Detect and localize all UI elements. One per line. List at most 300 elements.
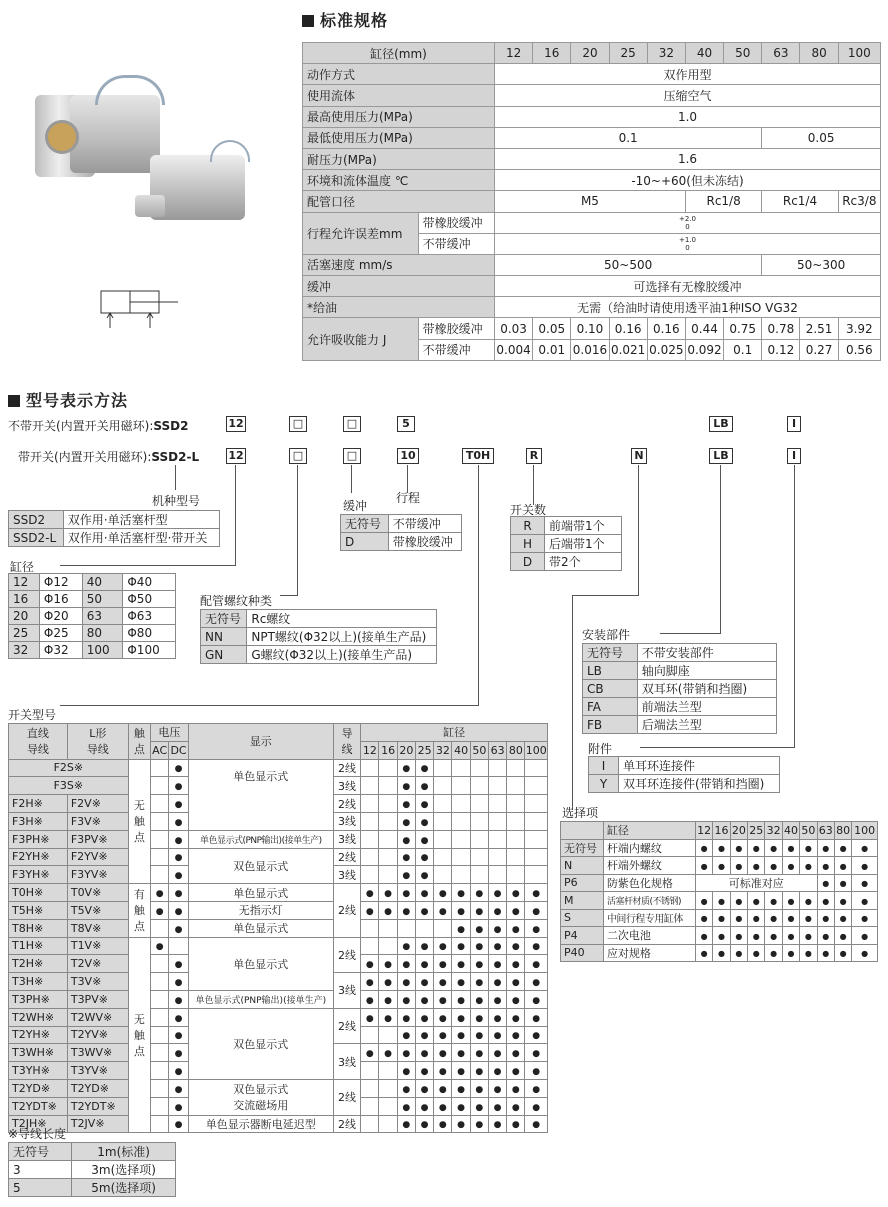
available-dot xyxy=(452,1044,470,1062)
available-dot xyxy=(852,927,878,945)
table-cell xyxy=(434,795,452,813)
available-dot xyxy=(169,866,188,884)
table-cell xyxy=(488,848,506,866)
table-cell xyxy=(379,1097,397,1115)
table-cell: DC xyxy=(169,741,188,759)
table-cell xyxy=(151,795,169,813)
table-cell: R xyxy=(511,517,545,535)
table-cell: 双色显示式 交流磁场用 xyxy=(188,1079,333,1115)
table-cell xyxy=(379,759,397,777)
spec-header-label: 缸径(mm) xyxy=(303,43,495,64)
available-dot xyxy=(470,1097,488,1115)
table-cell: 2线 xyxy=(333,795,360,813)
type-label: 机种型号 xyxy=(152,494,201,508)
available-dot xyxy=(525,1044,548,1062)
available-dot xyxy=(415,937,433,955)
table-cell: 双色显示式 xyxy=(188,848,333,884)
table-cell: 中间行程专用缸体 xyxy=(603,909,695,927)
table-cell xyxy=(452,812,470,830)
available-dot xyxy=(470,901,488,919)
table-cell: 0.004 xyxy=(494,339,532,360)
table-cell xyxy=(470,812,488,830)
available-dot xyxy=(507,973,525,991)
available-dot xyxy=(169,1044,188,1062)
spec-title: 标准规格 xyxy=(302,8,388,31)
table-cell: 32 xyxy=(434,741,452,759)
table-cell: F2H※ xyxy=(9,795,68,813)
table-cell: SSD2-L xyxy=(9,529,64,547)
table-cell: 63 xyxy=(488,741,506,759)
switch-row xyxy=(9,759,548,777)
available-dot xyxy=(507,1044,525,1062)
available-dot xyxy=(507,901,525,919)
table-cell xyxy=(379,1026,397,1044)
table-cell: SSD2 xyxy=(9,511,64,529)
available-dot xyxy=(765,944,782,962)
table-cell: 2线 xyxy=(333,1008,360,1044)
spec-row-fluid xyxy=(303,85,881,106)
available-dot xyxy=(415,955,433,973)
code-box-bore: 12 xyxy=(226,416,246,432)
table-cell: T2YDT※ xyxy=(9,1097,68,1115)
table-cell: 双作用·单活塞杆型·带开关 xyxy=(63,529,219,547)
table-cell: Φ50 xyxy=(123,591,176,608)
available-dot xyxy=(817,874,834,892)
available-dot xyxy=(488,1044,506,1062)
table-cell: T3WH※ xyxy=(9,1044,68,1062)
available-dot xyxy=(397,973,415,991)
table-cell: T1H※ xyxy=(9,937,68,955)
table-cell: 3线 xyxy=(333,812,360,830)
table-cell xyxy=(379,830,397,848)
table-cell: 50 xyxy=(800,822,817,840)
available-dot xyxy=(397,1062,415,1080)
table-cell: -10~+60(但未冻结) xyxy=(494,170,880,191)
spec-row-speed xyxy=(303,254,881,275)
available-dot xyxy=(415,866,433,884)
available-dot xyxy=(765,892,782,910)
table-cell: 单色显示式 xyxy=(188,759,333,830)
available-dot xyxy=(397,990,415,1008)
table-cell: 0.03 xyxy=(494,318,532,339)
table-cell: 无符号 xyxy=(583,644,638,662)
available-dot xyxy=(452,1062,470,1080)
table-cell: 0.44 xyxy=(685,318,723,339)
switch-row xyxy=(9,848,548,866)
model-title: 型号表示方法 xyxy=(8,388,128,411)
table-cell xyxy=(151,1062,169,1080)
table-cell: Y xyxy=(589,775,619,793)
available-dot xyxy=(852,857,878,875)
available-dot xyxy=(782,909,799,927)
available-dot xyxy=(452,990,470,1008)
table-cell xyxy=(452,848,470,866)
code-box-stroke: 5 xyxy=(397,416,415,432)
table-cell: 无指示灯 xyxy=(188,901,333,919)
available-dot xyxy=(415,777,433,795)
available-dot xyxy=(434,1044,452,1062)
spec-row-min-pressure xyxy=(303,127,881,148)
table-cell: M xyxy=(561,892,604,910)
available-dot xyxy=(434,990,452,1008)
option-row xyxy=(561,874,878,892)
model-line1: 不带开关(内置开关用磁环):SSD2 xyxy=(8,419,189,433)
available-dot xyxy=(488,955,506,973)
table-cell: 20 xyxy=(730,822,747,840)
table-cell: M5 xyxy=(494,191,685,212)
available-dot xyxy=(169,1115,188,1133)
table-cell: 不带缓冲 xyxy=(418,233,494,254)
table-cell: GN xyxy=(201,646,247,664)
table-cell xyxy=(434,759,452,777)
table-cell: 3线 xyxy=(333,777,360,795)
table-cell: F3PV※ xyxy=(67,830,128,848)
table-cell: F3S※ xyxy=(9,777,129,795)
table-cell xyxy=(151,1079,169,1097)
available-dot xyxy=(434,1079,452,1097)
table-cell: 二次电池 xyxy=(603,927,695,945)
available-dot xyxy=(834,892,851,910)
table-cell xyxy=(434,848,452,866)
available-dot xyxy=(507,1079,525,1097)
available-dot xyxy=(470,1062,488,1080)
table-cell: 显示 xyxy=(188,724,333,760)
switch-row xyxy=(9,1079,548,1097)
mount-table xyxy=(582,643,777,734)
table-cell: 杆端内螺纹 xyxy=(603,839,695,857)
available-dot xyxy=(470,1115,488,1133)
available-dot xyxy=(397,1097,415,1115)
table-cell: 63 xyxy=(82,608,123,625)
table-cell: D xyxy=(341,533,389,551)
available-dot xyxy=(488,1008,506,1026)
available-dot xyxy=(434,973,452,991)
table-cell: *给油 xyxy=(303,297,495,318)
table-cell xyxy=(507,848,525,866)
table-cell: P4 xyxy=(561,927,604,945)
available-dot xyxy=(470,1008,488,1026)
table-cell: Rc3/8 xyxy=(838,191,880,212)
available-dot xyxy=(525,955,548,973)
table-cell: 带橡胶缓冲 xyxy=(388,533,461,551)
table-cell: 后端法兰型 xyxy=(637,716,776,734)
stroke-label: 行程 xyxy=(396,491,421,505)
bore-label: 缸径 xyxy=(10,560,35,574)
available-dot xyxy=(470,1044,488,1062)
table-cell: F2YV※ xyxy=(67,848,128,866)
table-cell: 5m(选择项) xyxy=(72,1179,176,1197)
available-dot xyxy=(507,990,525,1008)
table-cell: 1.6 xyxy=(494,148,880,169)
table-cell: 50 xyxy=(724,43,762,64)
table-cell xyxy=(525,812,548,830)
spec-row-buffer xyxy=(303,276,881,297)
table-cell: Φ80 xyxy=(123,625,176,642)
table-cell: 单耳环连接件 xyxy=(619,757,780,775)
table-cell: 0.092 xyxy=(685,339,723,360)
option-row xyxy=(561,909,878,927)
table-cell: 触 点 xyxy=(128,724,150,760)
table-cell: 电压 xyxy=(151,724,189,742)
available-dot xyxy=(695,909,712,927)
available-dot xyxy=(817,839,834,857)
table-cell: 0.12 xyxy=(762,339,800,360)
table-cell: FB xyxy=(583,716,638,734)
available-dot xyxy=(151,901,169,919)
table-cell: 可选择有无橡胶缓冲 xyxy=(494,276,880,297)
table-cell xyxy=(452,759,470,777)
available-dot xyxy=(834,909,851,927)
table-cell xyxy=(488,866,506,884)
table-cell: Rc1/8 xyxy=(685,191,761,212)
switch-row xyxy=(9,937,548,955)
available-dot xyxy=(782,892,799,910)
table-cell: 单色显示式(PNP输出)(接单生产) xyxy=(188,830,333,848)
table-cell: 63 xyxy=(817,822,834,840)
cushion-table xyxy=(340,514,462,551)
table-cell xyxy=(507,777,525,795)
available-dot xyxy=(765,839,782,857)
switch-row xyxy=(9,919,548,937)
table-cell: 32 xyxy=(765,822,782,840)
table-cell: F3YH※ xyxy=(9,866,68,884)
table-cell: 压缩空气 xyxy=(494,85,880,106)
table-cell: 50~300 xyxy=(762,254,881,275)
table-cell: H xyxy=(511,535,545,553)
code-box-switch-count: R xyxy=(526,448,542,464)
available-dot xyxy=(748,944,765,962)
table-cell: 32 xyxy=(647,43,685,64)
available-dot xyxy=(361,973,379,991)
table-cell: T2V※ xyxy=(67,955,128,973)
available-dot xyxy=(434,1008,452,1026)
table-cell xyxy=(379,812,397,830)
available-dot xyxy=(397,1008,415,1026)
available-dot xyxy=(415,812,433,830)
table-cell: 无 触 点 xyxy=(128,759,150,884)
table-cell: 单色显示式 xyxy=(188,937,333,990)
table-cell xyxy=(397,919,415,937)
table-cell: P40 xyxy=(561,944,604,962)
table-cell: 0.05 xyxy=(533,318,571,339)
table-cell: 12 xyxy=(9,574,40,591)
available-dot xyxy=(834,944,851,962)
available-dot xyxy=(397,901,415,919)
available-dot xyxy=(169,919,188,937)
available-dot xyxy=(452,1008,470,1026)
available-dot xyxy=(800,944,817,962)
table-cell: 40 xyxy=(685,43,723,64)
table-cell: 16 xyxy=(533,43,571,64)
options-title: 选择项 xyxy=(562,806,599,820)
code-box-thread-2: □ xyxy=(289,448,307,464)
table-cell: 32 xyxy=(9,642,40,659)
available-dot xyxy=(713,909,730,927)
table-cell xyxy=(151,1115,169,1133)
table-cell: 不带缓冲 xyxy=(418,339,494,360)
table-cell: 后端带1个 xyxy=(545,535,622,553)
table-cell xyxy=(434,919,452,937)
available-dot xyxy=(415,795,433,813)
table-cell: 0.10 xyxy=(571,318,609,339)
table-cell: F2YH※ xyxy=(9,848,68,866)
available-dot xyxy=(169,901,188,919)
switch-row xyxy=(9,901,548,919)
table-cell: Rc1/4 xyxy=(762,191,838,212)
available-dot xyxy=(817,927,834,945)
table-cell: Φ40 xyxy=(123,574,176,591)
available-dot xyxy=(379,1044,397,1062)
table-cell xyxy=(151,1026,169,1044)
table-cell: 12 xyxy=(361,741,379,759)
table-cell: 无需（给油时请使用透平油1种ISO VG32 xyxy=(494,297,880,318)
table-cell: 0.025 xyxy=(647,339,685,360)
available-dot xyxy=(151,937,169,955)
option-row xyxy=(561,857,878,875)
available-dot xyxy=(415,1062,433,1080)
table-cell: NPT螺纹(Φ32以上)(接单生产品) xyxy=(247,628,437,646)
available-dot xyxy=(765,857,782,875)
spec-row-proof-pressure xyxy=(303,148,881,169)
available-dot xyxy=(748,839,765,857)
available-dot xyxy=(817,909,834,927)
table-cell xyxy=(525,830,548,848)
table-cell: G螺纹(Φ32以上)(接单生产品) xyxy=(247,646,437,664)
table-cell: 防紫色化规格 xyxy=(603,874,695,892)
available-dot xyxy=(507,937,525,955)
table-cell: 50 xyxy=(470,741,488,759)
table-cell xyxy=(379,1115,397,1133)
available-dot xyxy=(379,901,397,919)
available-dot xyxy=(452,973,470,991)
table-cell: 无符号 xyxy=(341,515,389,533)
available-dot xyxy=(397,795,415,813)
accessory-table xyxy=(588,756,780,793)
available-dot xyxy=(415,901,433,919)
table-cell xyxy=(488,795,506,813)
table-cell: T2YDT※ xyxy=(67,1097,128,1115)
table-cell: NN xyxy=(201,628,247,646)
table-cell xyxy=(151,973,169,991)
switch-row xyxy=(9,1008,548,1026)
available-dot xyxy=(470,955,488,973)
switch-row xyxy=(9,830,548,848)
available-dot xyxy=(169,1097,188,1115)
table-cell: 25 xyxy=(748,822,765,840)
table-cell: CB xyxy=(583,680,638,698)
available-dot xyxy=(488,1062,506,1080)
table-cell: P6 xyxy=(561,874,604,892)
table-cell: 1.0 xyxy=(494,106,880,127)
table-cell: 单色显示式 xyxy=(188,919,333,937)
available-dot xyxy=(361,884,379,902)
available-dot xyxy=(525,990,548,1008)
available-dot xyxy=(800,927,817,945)
table-cell: T8V※ xyxy=(67,919,128,937)
table-cell: 16 xyxy=(379,741,397,759)
available-dot xyxy=(800,892,817,910)
available-dot xyxy=(525,1097,548,1115)
available-dot xyxy=(361,955,379,973)
table-cell: T3H※ xyxy=(9,973,68,991)
available-dot xyxy=(507,1115,525,1133)
available-dot xyxy=(415,1097,433,1115)
available-dot xyxy=(817,892,834,910)
available-dot xyxy=(434,955,452,973)
available-dot xyxy=(470,990,488,1008)
available-dot xyxy=(782,839,799,857)
code-box-switch: T0H xyxy=(462,448,494,464)
available-dot xyxy=(488,919,506,937)
table-cell xyxy=(379,1062,397,1080)
table-cell xyxy=(488,812,506,830)
available-dot xyxy=(834,839,851,857)
table-cell: T3YH※ xyxy=(9,1062,68,1080)
available-dot xyxy=(452,1115,470,1133)
available-dot xyxy=(169,830,188,848)
table-cell: T0H※ xyxy=(9,884,68,902)
table-cell xyxy=(452,795,470,813)
lead-title: ※导线长度 xyxy=(8,1127,67,1141)
table-cell: 0.27 xyxy=(800,339,838,360)
table-cell: 20 xyxy=(9,608,40,625)
code-box-lead: N xyxy=(631,448,647,464)
available-dot xyxy=(452,919,470,937)
table-cell: 0.01 xyxy=(533,339,571,360)
table-cell xyxy=(361,812,379,830)
table-cell: T2H※ xyxy=(9,955,68,973)
table-cell xyxy=(361,937,379,955)
option-row xyxy=(561,892,878,910)
table-cell xyxy=(361,795,379,813)
table-cell: 不带安装部件 xyxy=(637,644,776,662)
available-dot xyxy=(507,1026,525,1044)
available-dot xyxy=(507,884,525,902)
available-dot xyxy=(782,944,799,962)
available-dot xyxy=(748,892,765,910)
available-dot xyxy=(169,1026,188,1044)
table-cell xyxy=(525,795,548,813)
code-box-mount: LB xyxy=(709,416,733,432)
available-dot xyxy=(713,839,730,857)
available-dot xyxy=(361,1044,379,1062)
table-cell xyxy=(169,937,188,955)
table-cell: T8H※ xyxy=(9,919,68,937)
table-cell: 活塞速度 mm/s xyxy=(303,254,495,275)
available-dot xyxy=(730,927,747,945)
available-dot xyxy=(488,937,506,955)
table-cell: 0.16 xyxy=(609,318,647,339)
code-box-stroke-2: 10 xyxy=(397,448,419,464)
available-dot xyxy=(748,857,765,875)
available-dot xyxy=(415,1026,433,1044)
available-dot xyxy=(852,909,878,927)
available-dot xyxy=(361,1008,379,1026)
table-cell: 12 xyxy=(494,43,532,64)
available-dot xyxy=(169,1079,188,1097)
available-dot xyxy=(470,919,488,937)
table-cell: T2JV※ xyxy=(67,1115,128,1133)
thread-table xyxy=(200,609,437,664)
table-cell: +2.0 0 xyxy=(494,212,880,233)
available-dot xyxy=(507,1008,525,1026)
available-dot xyxy=(361,990,379,1008)
table-cell: 耐压力(MPa) xyxy=(303,148,495,169)
available-dot xyxy=(817,944,834,962)
table-cell: 0.56 xyxy=(838,339,880,360)
table-cell: 双色显示式 xyxy=(188,1008,333,1079)
available-dot xyxy=(434,1097,452,1115)
